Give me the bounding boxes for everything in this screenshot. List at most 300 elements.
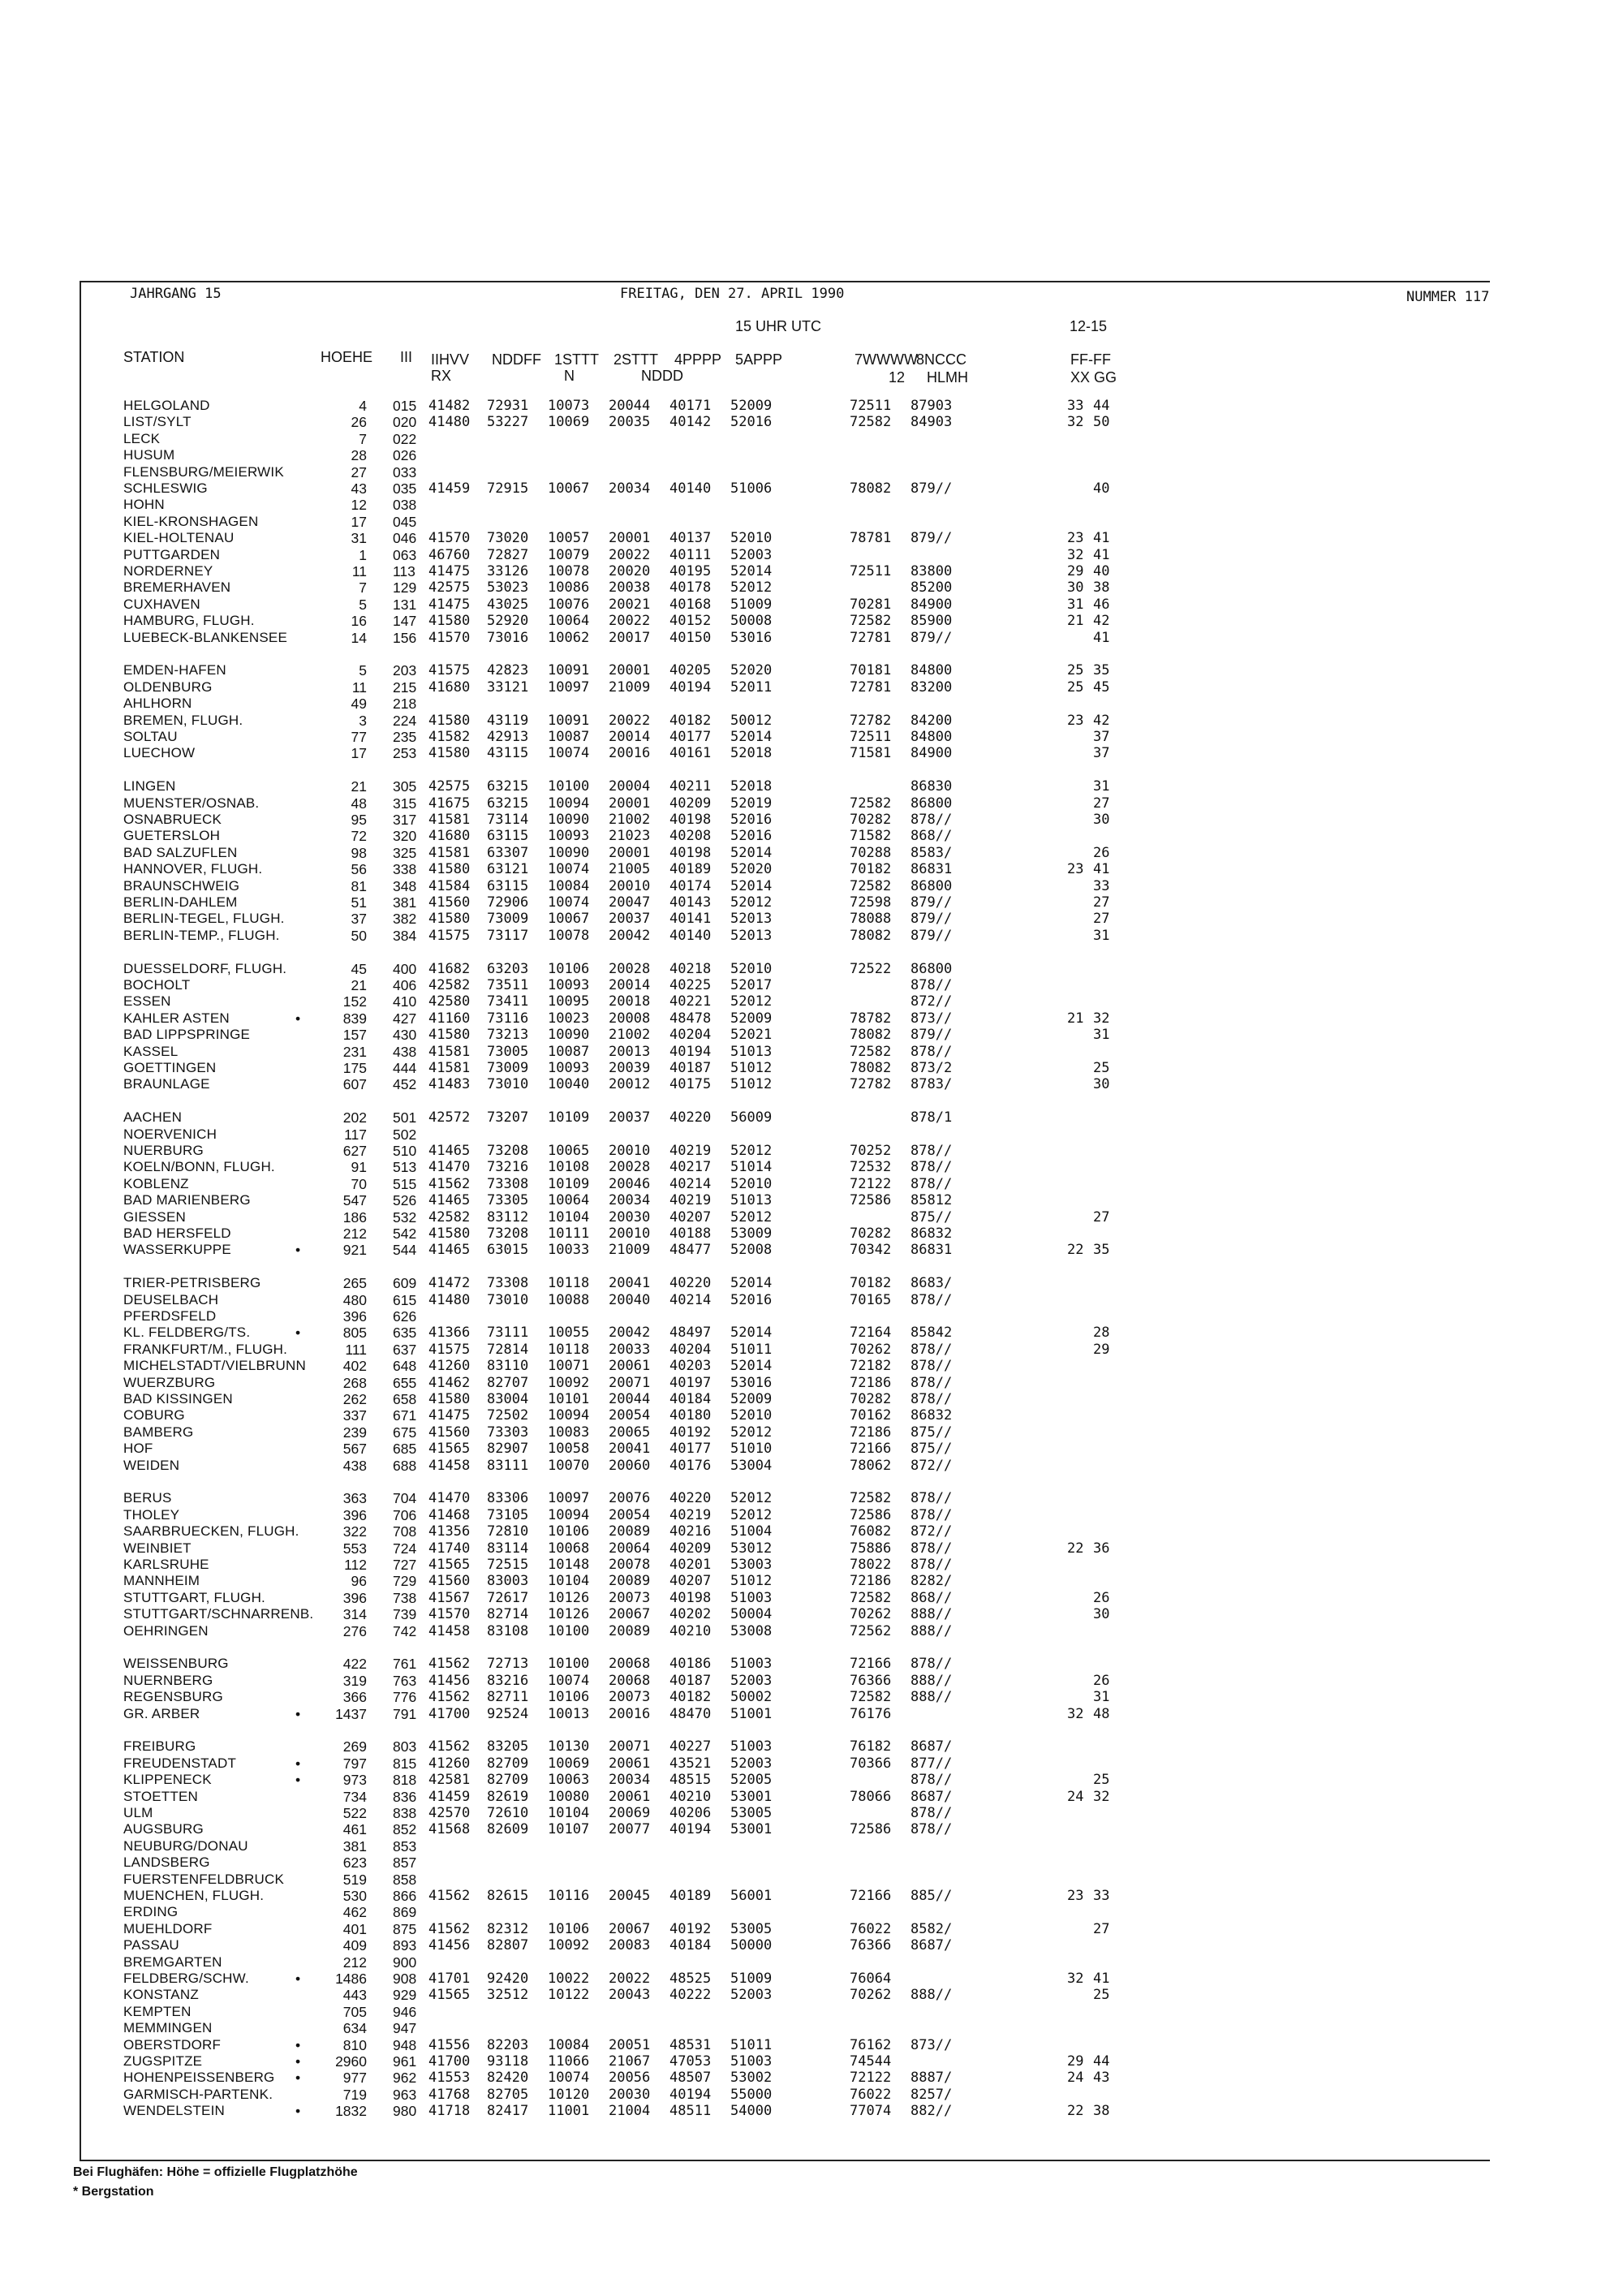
cell-c7: 70181 bbox=[850, 662, 892, 679]
cell-c5: 40137 bbox=[669, 530, 712, 547]
cell-c8: 878// bbox=[911, 1358, 953, 1375]
cell-c3: 10107 bbox=[548, 1821, 590, 1838]
station-id: 946 bbox=[393, 2003, 417, 2020]
station-height: 1 bbox=[359, 546, 367, 563]
cell-c10: 33 bbox=[1093, 877, 1110, 894]
table-row bbox=[0, 1192, 1623, 1208]
cell-c4: 20061 bbox=[609, 1358, 651, 1375]
cell-c3: 10130 bbox=[548, 1738, 590, 1755]
table-row bbox=[0, 1060, 1623, 1076]
cell-c6: 52016 bbox=[730, 414, 773, 431]
cell-c6: 52014 bbox=[730, 877, 773, 894]
cell-c1: 41480 bbox=[428, 414, 471, 431]
cell-c4: 20073 bbox=[609, 1689, 651, 1706]
footnote-mountain: * Bergstation bbox=[73, 2185, 154, 2199]
cell-c9: 29 bbox=[1067, 2053, 1084, 2070]
station-name: MEMMINGEN bbox=[123, 2020, 213, 2036]
cell-c7: 76022 bbox=[850, 1920, 892, 1937]
station-height: 522 bbox=[342, 1805, 367, 1821]
cell-c8: 877// bbox=[911, 1755, 953, 1772]
station-name: WUERZBURG bbox=[123, 1374, 216, 1390]
cell-c2: 73009 bbox=[487, 1060, 529, 1076]
cell-c8: 84800 bbox=[911, 662, 953, 679]
table-row bbox=[0, 1706, 1623, 1722]
table-row bbox=[0, 1292, 1623, 1308]
station-name: AACHEN bbox=[123, 1109, 183, 1126]
station-name: NORDERNEY bbox=[123, 563, 213, 579]
cell-c5: 40220 bbox=[669, 1275, 712, 1292]
cell-c8: 8257/ bbox=[911, 2086, 953, 2103]
cell-c2: 73303 bbox=[487, 1424, 529, 1441]
station-height: 77 bbox=[351, 729, 367, 745]
cell-c5: 40143 bbox=[669, 894, 712, 911]
table-row bbox=[0, 1126, 1623, 1143]
cell-c2: 83216 bbox=[487, 1672, 529, 1689]
cell-c5: 40198 bbox=[669, 1589, 712, 1606]
cell-c10: 27 bbox=[1093, 894, 1110, 911]
station-id: 406 bbox=[393, 977, 417, 993]
cell-c8: 85900 bbox=[911, 613, 953, 630]
cell-c2: 82705 bbox=[487, 2086, 529, 2103]
cell-c5: 40168 bbox=[669, 596, 712, 613]
cell-c5: 40184 bbox=[669, 1391, 712, 1407]
cell-c8: 86830 bbox=[911, 778, 953, 795]
cell-c3: 10073 bbox=[548, 398, 590, 414]
cell-c10: 31 bbox=[1093, 927, 1110, 944]
station-id: 948 bbox=[393, 2036, 417, 2053]
station-height: 152 bbox=[342, 993, 367, 1010]
station-id: 235 bbox=[393, 729, 417, 745]
cell-c2: 82420 bbox=[487, 2070, 529, 2087]
cell-c7: 72182 bbox=[850, 1358, 892, 1375]
cell-c7: 70252 bbox=[850, 1143, 892, 1159]
col-c6: 5APPP bbox=[735, 351, 783, 368]
cell-c1: 42582 bbox=[428, 1208, 471, 1226]
station-name: KL. FELDBERG/TS. bbox=[123, 1325, 251, 1341]
station-height: 409 bbox=[342, 1937, 367, 1954]
station-height: 381 bbox=[342, 1837, 367, 1854]
cell-c6: 53016 bbox=[730, 629, 773, 646]
cell-c1: 41565 bbox=[428, 1557, 471, 1573]
station-name: FREUDENSTADT bbox=[123, 1755, 237, 1771]
station-name: EMDEN-HAFEN bbox=[123, 662, 226, 678]
cell-c6: 53012 bbox=[730, 1540, 773, 1557]
cell-c5: 40192 bbox=[669, 1424, 712, 1441]
station-id: 704 bbox=[393, 1490, 417, 1507]
station-id: 815 bbox=[393, 1755, 417, 1772]
station-id: 544 bbox=[393, 1242, 417, 1259]
station-name: HELGOLAND bbox=[123, 398, 210, 413]
cell-c3: 10068 bbox=[548, 1540, 590, 1557]
cell-c1: 41366 bbox=[428, 1325, 471, 1342]
table-row bbox=[0, 993, 1623, 1010]
table-row bbox=[0, 1789, 1623, 1805]
cell-c3: 10090 bbox=[548, 812, 590, 828]
cell-c5: 48525 bbox=[669, 1971, 712, 1987]
cell-c8: 868// bbox=[911, 828, 953, 845]
col-c3-sub: N bbox=[564, 368, 575, 384]
cell-c2: 43115 bbox=[487, 745, 529, 762]
station-id: 791 bbox=[393, 1705, 417, 1722]
station-height: 17 bbox=[351, 745, 367, 762]
cell-c1: 41701 bbox=[428, 1971, 471, 1987]
station-height: 5 bbox=[359, 662, 367, 679]
mountain-marker: • bbox=[295, 1755, 301, 1772]
station-id: 348 bbox=[393, 877, 417, 894]
cell-c10: 29 bbox=[1093, 1341, 1110, 1358]
table-row bbox=[0, 729, 1623, 745]
table-row bbox=[0, 1606, 1623, 1622]
station-height: 26 bbox=[351, 414, 367, 431]
table-row bbox=[0, 464, 1623, 480]
station-height: 17 bbox=[351, 513, 367, 530]
cell-c2: 82709 bbox=[487, 1755, 529, 1772]
cell-c5: 40208 bbox=[669, 828, 712, 845]
cell-c1: 41575 bbox=[428, 927, 471, 944]
table-row bbox=[0, 1872, 1623, 1888]
cell-c4: 20022 bbox=[609, 1971, 651, 1987]
col-c1-sub: RX bbox=[431, 368, 452, 384]
cell-c4: 20001 bbox=[609, 844, 651, 861]
cell-c8: 873// bbox=[911, 2036, 953, 2053]
cell-c2: 73305 bbox=[487, 1192, 529, 1209]
station-name: KARLSRUHE bbox=[123, 1557, 209, 1572]
station-id: 381 bbox=[393, 894, 417, 911]
cell-c3: 10074 bbox=[548, 2070, 590, 2087]
cell-c4: 20064 bbox=[609, 1540, 651, 1557]
cell-c7: 70288 bbox=[850, 844, 892, 861]
station-name: BAD MARIENBERG bbox=[123, 1192, 251, 1208]
mountain-marker: • bbox=[295, 2103, 301, 2120]
cell-c5: 40194 bbox=[669, 1043, 712, 1060]
table-row bbox=[0, 2070, 1623, 2086]
cell-c5: 40214 bbox=[669, 1175, 712, 1192]
cell-c8: 879// bbox=[911, 927, 953, 944]
cell-c3: 10069 bbox=[548, 414, 590, 431]
cell-c8: 84900 bbox=[911, 745, 953, 762]
station-id: 400 bbox=[393, 960, 417, 977]
table-row bbox=[0, 861, 1623, 877]
table-row bbox=[0, 2087, 1623, 2103]
station-height: 21 bbox=[351, 778, 367, 795]
cell-c5: 40211 bbox=[669, 778, 712, 795]
cell-c10: 31 bbox=[1093, 778, 1110, 795]
cell-c8: 875// bbox=[911, 1441, 953, 1458]
station-height: 11 bbox=[351, 563, 367, 579]
table-row bbox=[0, 778, 1623, 795]
station-id: 947 bbox=[393, 2020, 417, 2037]
cell-c2: 73111 bbox=[487, 1325, 529, 1342]
station-name: PFERDSFELD bbox=[123, 1308, 217, 1324]
cell-c7: 78062 bbox=[850, 1457, 892, 1474]
cell-c8: 86800 bbox=[911, 877, 953, 894]
cell-c8: 888// bbox=[911, 1672, 953, 1689]
cell-c2: 73511 bbox=[487, 977, 529, 993]
cell-c2: 73010 bbox=[487, 1291, 529, 1308]
station-id: 724 bbox=[393, 1540, 417, 1557]
cell-c1: 42572 bbox=[428, 1109, 471, 1126]
cell-c6: 50012 bbox=[730, 712, 773, 729]
station-name: BREMGARTEN bbox=[123, 1954, 222, 1970]
cell-c8: 878// bbox=[911, 1291, 953, 1308]
cell-c6: 53008 bbox=[730, 1622, 773, 1639]
station-name: ZUGSPITZE bbox=[123, 2053, 203, 2069]
cell-c3: 10148 bbox=[548, 1557, 590, 1573]
cell-c10: 43 bbox=[1093, 2070, 1110, 2087]
station-id: 675 bbox=[393, 1424, 417, 1441]
cell-c4: 20043 bbox=[609, 1987, 651, 2004]
cell-c1: 41470 bbox=[428, 1159, 471, 1176]
station-id: 063 bbox=[393, 546, 417, 563]
cell-c7: 72598 bbox=[850, 894, 892, 911]
cell-c2: 63115 bbox=[487, 828, 529, 845]
station-height: 480 bbox=[342, 1291, 367, 1308]
cell-c1: 46760 bbox=[428, 546, 471, 563]
cell-c10: 44 bbox=[1093, 398, 1110, 414]
station-name: KEMPTEN bbox=[123, 2003, 192, 2019]
station-id: 035 bbox=[393, 480, 417, 497]
cell-c7: 70262 bbox=[850, 1987, 892, 2004]
cell-c2: 73016 bbox=[487, 629, 529, 646]
cell-c7: 71582 bbox=[850, 828, 892, 845]
cell-c4: 20054 bbox=[609, 1407, 651, 1424]
cell-c2: 63215 bbox=[487, 795, 529, 812]
table-row bbox=[0, 1854, 1623, 1871]
station-height: 547 bbox=[342, 1192, 367, 1209]
cell-c2: 72906 bbox=[487, 894, 529, 911]
table-row bbox=[0, 414, 1623, 430]
cell-c8: 86831 bbox=[911, 861, 953, 878]
table-row bbox=[0, 2020, 1623, 2036]
station-id: 637 bbox=[393, 1341, 417, 1358]
cell-c2: 72931 bbox=[487, 398, 529, 414]
station-height: 363 bbox=[342, 1490, 367, 1507]
cell-c10: 42 bbox=[1093, 712, 1110, 729]
cell-c6: 52009 bbox=[730, 1010, 773, 1027]
cell-c8: 878// bbox=[911, 1159, 953, 1176]
station-name: LECK bbox=[123, 430, 161, 446]
station-id: 430 bbox=[393, 1027, 417, 1044]
station-height: 202 bbox=[342, 1109, 367, 1126]
col-c1: IIHVV bbox=[431, 351, 470, 368]
cell-c8: 8683/ bbox=[911, 1275, 953, 1292]
table-row bbox=[0, 1076, 1623, 1092]
station-name: DEUSELBACH bbox=[123, 1291, 219, 1307]
col-c5: 4PPPP bbox=[674, 351, 722, 368]
station-id: 706 bbox=[393, 1506, 417, 1523]
station-height: 51 bbox=[351, 894, 367, 911]
cell-c10: 28 bbox=[1093, 1325, 1110, 1342]
station-name: WEISSENBURG bbox=[123, 1656, 229, 1672]
cell-c1: 41570 bbox=[428, 530, 471, 547]
cell-c3: 10093 bbox=[548, 977, 590, 993]
cell-c6: 52010 bbox=[730, 530, 773, 547]
cell-c5: 40217 bbox=[669, 1159, 712, 1176]
cell-c1: 42575 bbox=[428, 778, 471, 795]
cell-c1: 41580 bbox=[428, 613, 471, 630]
cell-c3: 10091 bbox=[548, 712, 590, 729]
cell-c7: 72532 bbox=[850, 1159, 892, 1176]
cell-c1: 41556 bbox=[428, 2036, 471, 2053]
cell-c6: 52016 bbox=[730, 828, 773, 845]
mountain-marker: • bbox=[295, 1772, 301, 1789]
cell-c3: 11066 bbox=[548, 2053, 590, 2070]
cell-c5: 47053 bbox=[669, 2053, 712, 2070]
cell-c9: 32 bbox=[1067, 1705, 1084, 1722]
cell-c8: 8583/ bbox=[911, 844, 953, 861]
cell-c8: 879// bbox=[911, 1027, 953, 1044]
station-id: 452 bbox=[393, 1076, 417, 1093]
station-name: SOLTAU bbox=[123, 729, 178, 744]
cell-c5: 40111 bbox=[669, 546, 712, 563]
station-name: CUXHAVEN bbox=[123, 596, 200, 612]
cell-c3: 10070 bbox=[548, 1457, 590, 1474]
station-height: 366 bbox=[342, 1689, 367, 1706]
station-name: BERLIN-TEGEL, FLUGH. bbox=[123, 911, 285, 927]
station-name: HOHENPEISSENBERG bbox=[123, 2070, 275, 2086]
station-id: 131 bbox=[393, 596, 417, 613]
cell-c4: 20089 bbox=[609, 1523, 651, 1540]
station-height: 28 bbox=[351, 447, 367, 464]
station-id: 046 bbox=[393, 530, 417, 547]
cell-c6: 52013 bbox=[730, 927, 773, 944]
cell-c3: 10063 bbox=[548, 1772, 590, 1789]
cell-c6: 51012 bbox=[730, 1076, 773, 1093]
table-row bbox=[0, 1209, 1623, 1226]
table-row bbox=[0, 1987, 1623, 2003]
cell-c1: 41475 bbox=[428, 1407, 471, 1424]
col-c7: 7WWWW bbox=[855, 351, 918, 368]
cell-c2: 82609 bbox=[487, 1821, 529, 1838]
cell-c1: 41459 bbox=[428, 480, 471, 497]
jahrgang-label: JAHRGANG 15 bbox=[130, 286, 222, 302]
station-height: 12 bbox=[351, 497, 367, 514]
cell-c1: 41680 bbox=[428, 828, 471, 845]
station-name: STUTTGART, FLUGH. bbox=[123, 1589, 265, 1605]
station-height: 530 bbox=[342, 1888, 367, 1904]
station-id: 626 bbox=[393, 1308, 417, 1325]
table-row bbox=[0, 579, 1623, 596]
cell-c3: 10095 bbox=[548, 993, 590, 1010]
station-height: 977 bbox=[342, 2070, 367, 2087]
cell-c8: 878// bbox=[911, 1043, 953, 1060]
cell-c5: 40198 bbox=[669, 812, 712, 828]
table-row bbox=[0, 1838, 1623, 1854]
cell-c3: 10084 bbox=[548, 877, 590, 894]
station-height: 634 bbox=[342, 2020, 367, 2037]
cell-c2: 72810 bbox=[487, 1523, 529, 1540]
station-height: 50 bbox=[351, 927, 367, 944]
cell-c3: 10078 bbox=[548, 563, 590, 579]
cell-c4: 20028 bbox=[609, 960, 651, 977]
cell-c4: 20039 bbox=[609, 1060, 651, 1076]
station-id: 655 bbox=[393, 1374, 417, 1391]
cell-c10: 27 bbox=[1093, 1208, 1110, 1226]
cell-c2: 83110 bbox=[487, 1358, 529, 1375]
cell-c9: 21 bbox=[1067, 613, 1084, 630]
table-row bbox=[0, 613, 1623, 629]
station-height: 438 bbox=[342, 1457, 367, 1474]
station-height: 175 bbox=[342, 1060, 367, 1076]
cell-c6: 52003 bbox=[730, 546, 773, 563]
station-height: 16 bbox=[351, 613, 367, 630]
cell-c1: 41675 bbox=[428, 795, 471, 812]
col-c4-sub: NDDD bbox=[641, 368, 683, 384]
cell-c6: 51003 bbox=[730, 1656, 773, 1673]
cell-c2: 93118 bbox=[487, 2053, 529, 2070]
cell-c1: 41575 bbox=[428, 1341, 471, 1358]
station-name: STUTTGART/SCHNARRENB. bbox=[123, 1606, 314, 1622]
station-name: OBERSTDORF bbox=[123, 2036, 222, 2053]
cell-c3: 10094 bbox=[548, 1506, 590, 1523]
cell-c8: 872// bbox=[911, 993, 953, 1010]
cell-c10: 45 bbox=[1093, 678, 1110, 696]
cell-c2: 63215 bbox=[487, 778, 529, 795]
cell-c5: 40198 bbox=[669, 844, 712, 861]
cell-c10: 40 bbox=[1093, 480, 1110, 497]
table-row bbox=[0, 1308, 1623, 1325]
cell-c8: 878// bbox=[911, 1540, 953, 1557]
cell-c5: 40204 bbox=[669, 1027, 712, 1044]
cell-c5: 40206 bbox=[669, 1805, 712, 1821]
table-row bbox=[0, 2037, 1623, 2053]
station-name: ULM bbox=[123, 1805, 153, 1820]
cell-c8: 85842 bbox=[911, 1325, 953, 1342]
cell-c3: 10116 bbox=[548, 1888, 590, 1904]
cell-c8: 872// bbox=[911, 1457, 953, 1474]
cell-c9: 33 bbox=[1067, 398, 1084, 414]
cell-c2: 63203 bbox=[487, 960, 529, 977]
cell-c8: 872// bbox=[911, 1523, 953, 1540]
cell-c2: 73105 bbox=[487, 1506, 529, 1523]
station-id: 836 bbox=[393, 1788, 417, 1805]
col-c8: 8NCCC bbox=[916, 351, 967, 368]
cell-c7: 72522 bbox=[850, 960, 892, 977]
cell-c9: 23 bbox=[1067, 712, 1084, 729]
station-height: 839 bbox=[342, 1010, 367, 1027]
cell-c2: 43119 bbox=[487, 712, 529, 729]
cell-c8: 86831 bbox=[911, 1242, 953, 1259]
table-row bbox=[0, 2103, 1623, 2119]
station-id: 838 bbox=[393, 1805, 417, 1821]
cell-c5: 48497 bbox=[669, 1325, 712, 1342]
station-id: 615 bbox=[393, 1291, 417, 1308]
cell-c1: 41565 bbox=[428, 1441, 471, 1458]
station-height: 7 bbox=[359, 430, 367, 447]
cell-c1: 41260 bbox=[428, 1755, 471, 1772]
cell-c5: 40182 bbox=[669, 1689, 712, 1706]
cell-c6: 52014 bbox=[730, 563, 773, 579]
cell-c1: 41575 bbox=[428, 662, 471, 679]
station-id: 857 bbox=[393, 1854, 417, 1872]
cell-c3: 10106 bbox=[548, 960, 590, 977]
cell-c10: 25 bbox=[1093, 1987, 1110, 2004]
table-row bbox=[0, 1921, 1623, 1937]
station-height: 319 bbox=[342, 1672, 367, 1689]
cell-c3: 10013 bbox=[548, 1705, 590, 1722]
table-row bbox=[0, 1342, 1623, 1358]
cell-c6: 52014 bbox=[730, 1275, 773, 1292]
cell-c4: 20028 bbox=[609, 1159, 651, 1176]
station-height: 973 bbox=[342, 1772, 367, 1789]
cell-c3: 10080 bbox=[548, 1788, 590, 1805]
cell-c3: 10055 bbox=[548, 1325, 590, 1342]
cell-c4: 20001 bbox=[609, 530, 651, 547]
cell-c7: 71581 bbox=[850, 745, 892, 762]
cell-c7: 70262 bbox=[850, 1341, 892, 1358]
station-id: 532 bbox=[393, 1208, 417, 1226]
station-id: 900 bbox=[393, 1954, 417, 1971]
